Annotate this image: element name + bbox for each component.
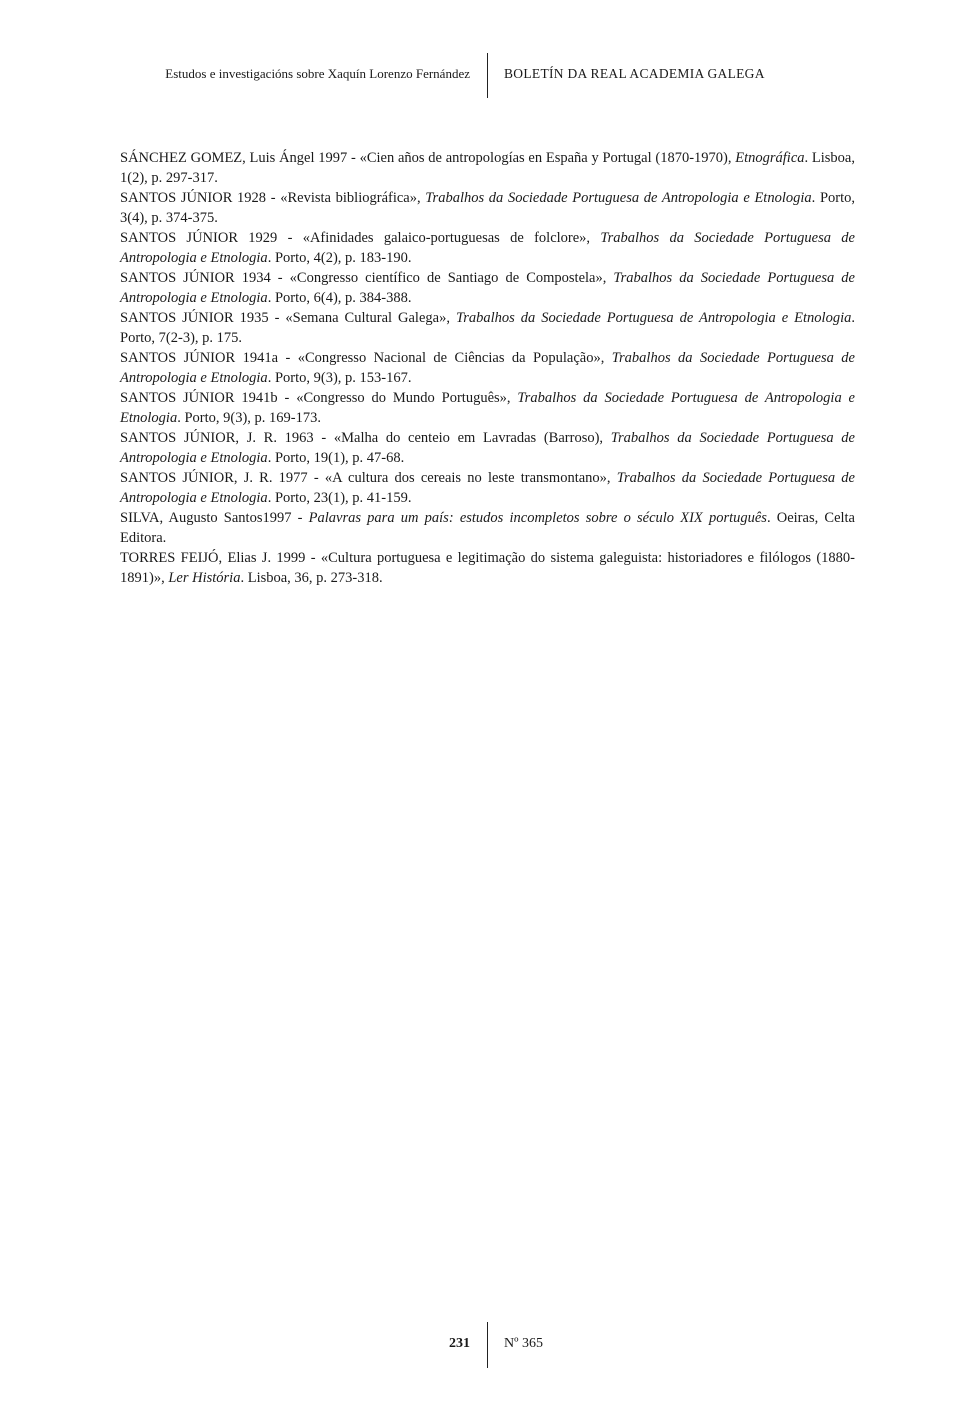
reference-lead: SANTOS JÚNIOR, J. R. 1963 - «Malha do centeio em Lavradas (Barroso), (120, 430, 611, 446)
reference-list (120, 148, 855, 588)
reference-entry (120, 548, 855, 588)
reference-source-title: Ler História (168, 570, 241, 586)
reference-source-title: Trabalhos da Sociedade Portuguesa de Antropologia e Etnologia (120, 230, 855, 266)
reference-lead: SILVA, Augusto Santos1997 - (120, 510, 309, 526)
reference-details: . Porto, 6(4), p. 384-388. (267, 290, 412, 306)
reference-lead: SANTOS JÚNIOR 1929 - «Afinidades galaico-portuguesas de folclore», (120, 230, 601, 246)
reference-entry (120, 468, 855, 508)
reference-entry (120, 268, 855, 308)
reference-entry (120, 348, 855, 388)
reference-lead: SANTOS JÚNIOR 1928 - «Revista bibliográfica», (120, 190, 426, 206)
reference-details: . Oeiras, Celta Editora. (120, 510, 855, 546)
reference-entry (120, 388, 855, 428)
reference-entry (120, 308, 855, 348)
journal-title: BOLETÍN DA REAL ACADEMIA GALEGA (504, 66, 765, 81)
reference-entry (120, 188, 855, 228)
reference-lead: SANTOS JÚNIOR 1941b - «Congresso do Mundo Português», (120, 390, 518, 406)
issue-number: Nº 365 (504, 1336, 543, 1351)
reference-entry (120, 508, 855, 548)
reference-lead: SANTOS JÚNIOR 1935 - «Semana Cultural Galega», (120, 310, 456, 326)
reference-lead: SANTOS JÚNIOR, J. R. 1977 - «A cultura dos cereais no leste transmontano», (120, 470, 617, 486)
reference-source-title: Trabalhos da Sociedade Portuguesa de Antropologia e Etnologia (455, 310, 852, 326)
running-title: Estudos e investigacións sobre Xaquín Lorenzo Fernández (165, 66, 470, 81)
reference-source-title: Trabalhos da Sociedade Portuguesa de Antropologia e Etnologia (425, 190, 812, 206)
reference-details: . Porto, 23(1), p. 41-159. (267, 490, 412, 506)
reference-source-title: Trabalhos da Sociedade Portuguesa de Antropologia e Etnologia (120, 270, 855, 306)
reference-entry (120, 228, 855, 268)
reference-details: . Porto, 9(3), p. 169-173. (177, 410, 321, 426)
reference-source-title: Trabalhos da Sociedade Portuguesa de Antropologia e Etnologia (120, 390, 855, 426)
header-divider (487, 53, 488, 98)
reference-entry (120, 148, 855, 188)
reference-details: . Lisboa, 1(2), p. 297-317. (120, 150, 855, 186)
reference-lead: SANTOS JÚNIOR 1941a - «Congresso Nacional de Ciências da População», (120, 350, 612, 366)
reference-details: . Porto, 4(2), p. 183-190. (267, 250, 412, 266)
reference-source-title: Trabalhos da Sociedade Portuguesa de Antropologia e Etnologia (120, 470, 855, 506)
reference-entry (120, 428, 855, 468)
reference-details: . Porto, 3(4), p. 374-375. (120, 190, 855, 226)
reference-source-title: Etnográfica (735, 150, 805, 166)
reference-source-title: Palavras para um país: estudos incompletos sobre o século XIX português (308, 510, 767, 526)
reference-source-title: Trabalhos da Sociedade Portuguesa de Antropologia e Etnologia (120, 430, 855, 466)
reference-lead: SANTOS JÚNIOR 1934 - «Congresso científico de Santiago de Compostela», (120, 270, 614, 286)
page-number: 231 (449, 1336, 470, 1351)
footer-divider (487, 1322, 488, 1368)
reference-lead: TORRES FEIJÓ, Elias J. 1999 - «Cultura portuguesa e legitimação do sistema galeguista: historiadores e filólogos (1880-1891)», (120, 550, 855, 586)
reference-details: . Porto, 19(1), p. 47-68. (267, 450, 405, 466)
reference-details: . Porto, 9(3), p. 153-167. (267, 370, 412, 386)
reference-lead: SÁNCHEZ GOMEZ, Luis Ángel 1997 - «Cien años de antropologías en España y Portugal (1870-1970), (120, 150, 736, 166)
reference-details: . Porto, 7(2-3), p. 175. (120, 310, 855, 346)
reference-source-title: Trabalhos da Sociedade Portuguesa de Antropologia e Etnologia (120, 350, 855, 386)
reference-details: . Lisboa, 36, p. 273-318. (240, 570, 383, 586)
